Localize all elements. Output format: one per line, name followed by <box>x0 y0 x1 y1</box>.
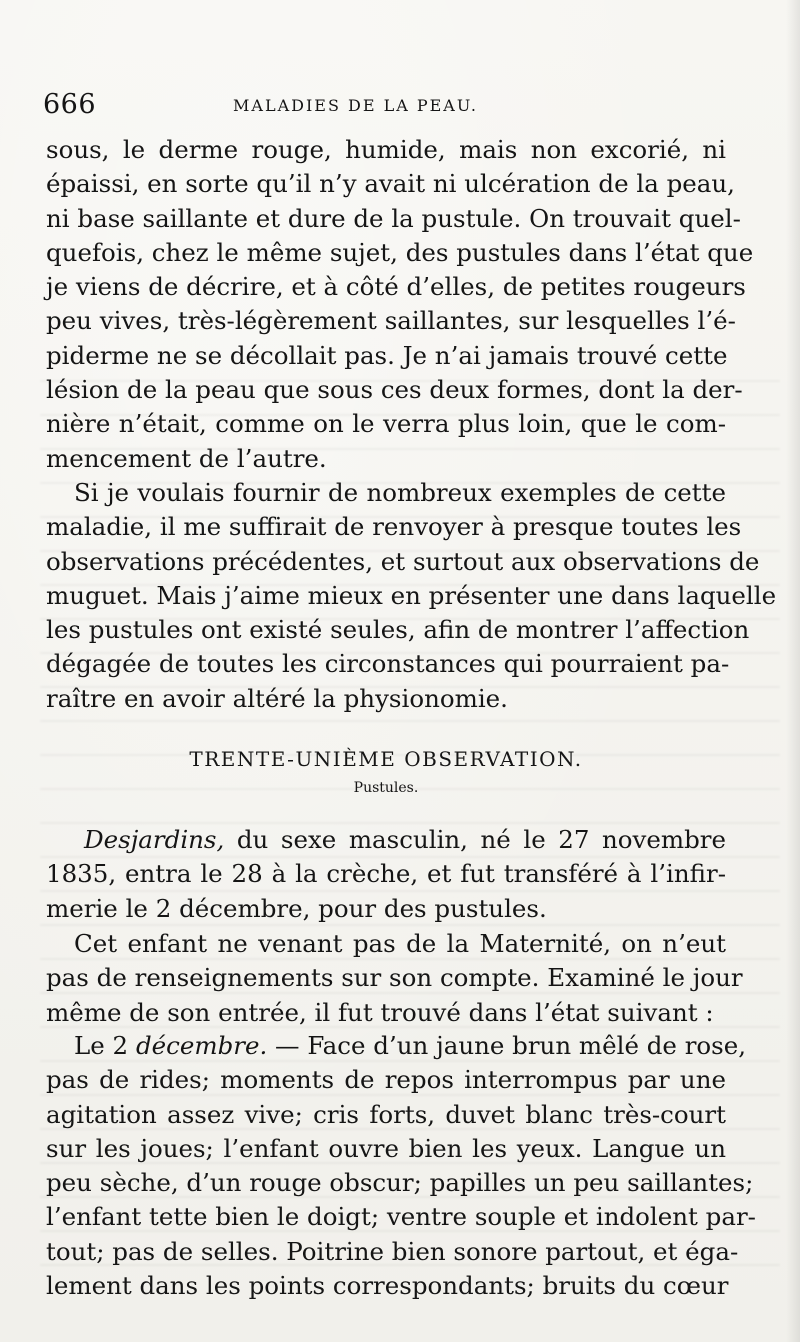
text-line: peu vives, très-légèrement saillantes, sur lesquelles l’é- <box>46 306 736 336</box>
text-fragment: du sexe masculin, né le 27 novembre <box>224 825 726 854</box>
text-line: merie le 2 décembre, pour des pustules. <box>46 893 547 923</box>
text-line: raître en avoir altéré la physionomie. <box>46 683 508 713</box>
patient-name: Desjardins, <box>84 825 225 854</box>
text-line: même de son entrée, il fut trouvé dans l’état suivant : <box>46 997 714 1027</box>
text-line <box>46 1029 747 1063</box>
text-line: mencement de l’autre. <box>46 443 327 473</box>
text-line: lésion de la peau que sous ces deux formes, dont la der- <box>46 375 743 405</box>
text-line: Si je voulais fournir de nombreux exemples de cette <box>74 478 726 507</box>
text-line: quefois, chez le même sujet, des pustules dans l’état que <box>46 237 754 267</box>
text-line: sous, le derme rouge, humide, mais non excorié, ni <box>46 135 726 164</box>
text-line: Cet enfant ne venant pas de la Maternité, on n’eut <box>74 929 726 958</box>
paragraph-1 <box>46 133 754 476</box>
paragraph-4 <box>46 927 743 1030</box>
text-line: nière n’était, comme on le verra plus loin, que le com- <box>46 409 726 439</box>
text-line: dégagée de toutes les circonstances qui pourraient pa- <box>46 649 730 679</box>
text-line: pas de renseignements sur son compte. Examiné le jour <box>46 963 743 993</box>
text-line: lement dans les points correspondants; bruits du cœur <box>46 1271 729 1301</box>
text-line: les pustules ont existé seules, afin de montrer l’affection <box>46 615 750 645</box>
page-number: 666 <box>43 89 97 120</box>
text-line <box>46 823 726 857</box>
text-line: pas de rides; moments de repos interrompus par une <box>46 1065 726 1095</box>
page-header <box>43 88 733 122</box>
text-line: peu sèche, d’un rouge obscur; papilles un peu saillantes; <box>46 1168 754 1198</box>
text-line: observations précédentes, et surtout aux observations de <box>46 546 760 576</box>
paragraph-5 <box>46 1029 756 1303</box>
paragraph-2 <box>46 476 777 716</box>
paragraph-3 <box>46 823 726 926</box>
text-line: sur les joues; l’enfant ouvre bien les yeux. Langue un <box>46 1133 726 1163</box>
text-line: piderme ne se décollait pas. Je n’ai jamais trouvé cette <box>46 340 728 370</box>
text-line: tout; pas de selles. Poitrine bien sonore partout, et éga- <box>46 1236 739 1266</box>
text-line: épaissi, en sorte qu’il n’y avait ni ulcération de la peau, <box>46 169 735 199</box>
text-line: muguet. Mais j’aime mieux en présenter une dans laquelle <box>46 580 777 610</box>
text-line: l’enfant tette bien le doigt; ventre souple et indolent par- <box>46 1202 756 1232</box>
text-line: ni base saillante et dure de la pustule. On trouvait quel- <box>46 203 741 233</box>
text-line: agitation assez vive; cris forts, duvet blanc très-court <box>46 1099 726 1129</box>
date-italic: décembre. <box>135 1031 268 1060</box>
text-line: 1835, entra le 28 à la crèche, et fut transféré à l’infir- <box>46 859 726 889</box>
text-line: je viens de décrire, et à côté d’elles, de petites rougeurs <box>46 272 746 302</box>
text-fragment: Le 2 <box>74 1031 136 1060</box>
text-line: maladie, il me suffirait de renvoyer à presque toutes les <box>46 512 742 542</box>
observation-subtitle: Pustules. <box>353 780 419 796</box>
observation-title: TRENTE-UNIÈME OBSERVATION. <box>189 747 583 771</box>
text-fragment: — Face d’un jaune brun mêlé de rose, <box>267 1031 747 1060</box>
running-head: MALADIES DE LA PEAU. <box>233 96 478 115</box>
page-edge-shadow <box>786 0 800 1342</box>
